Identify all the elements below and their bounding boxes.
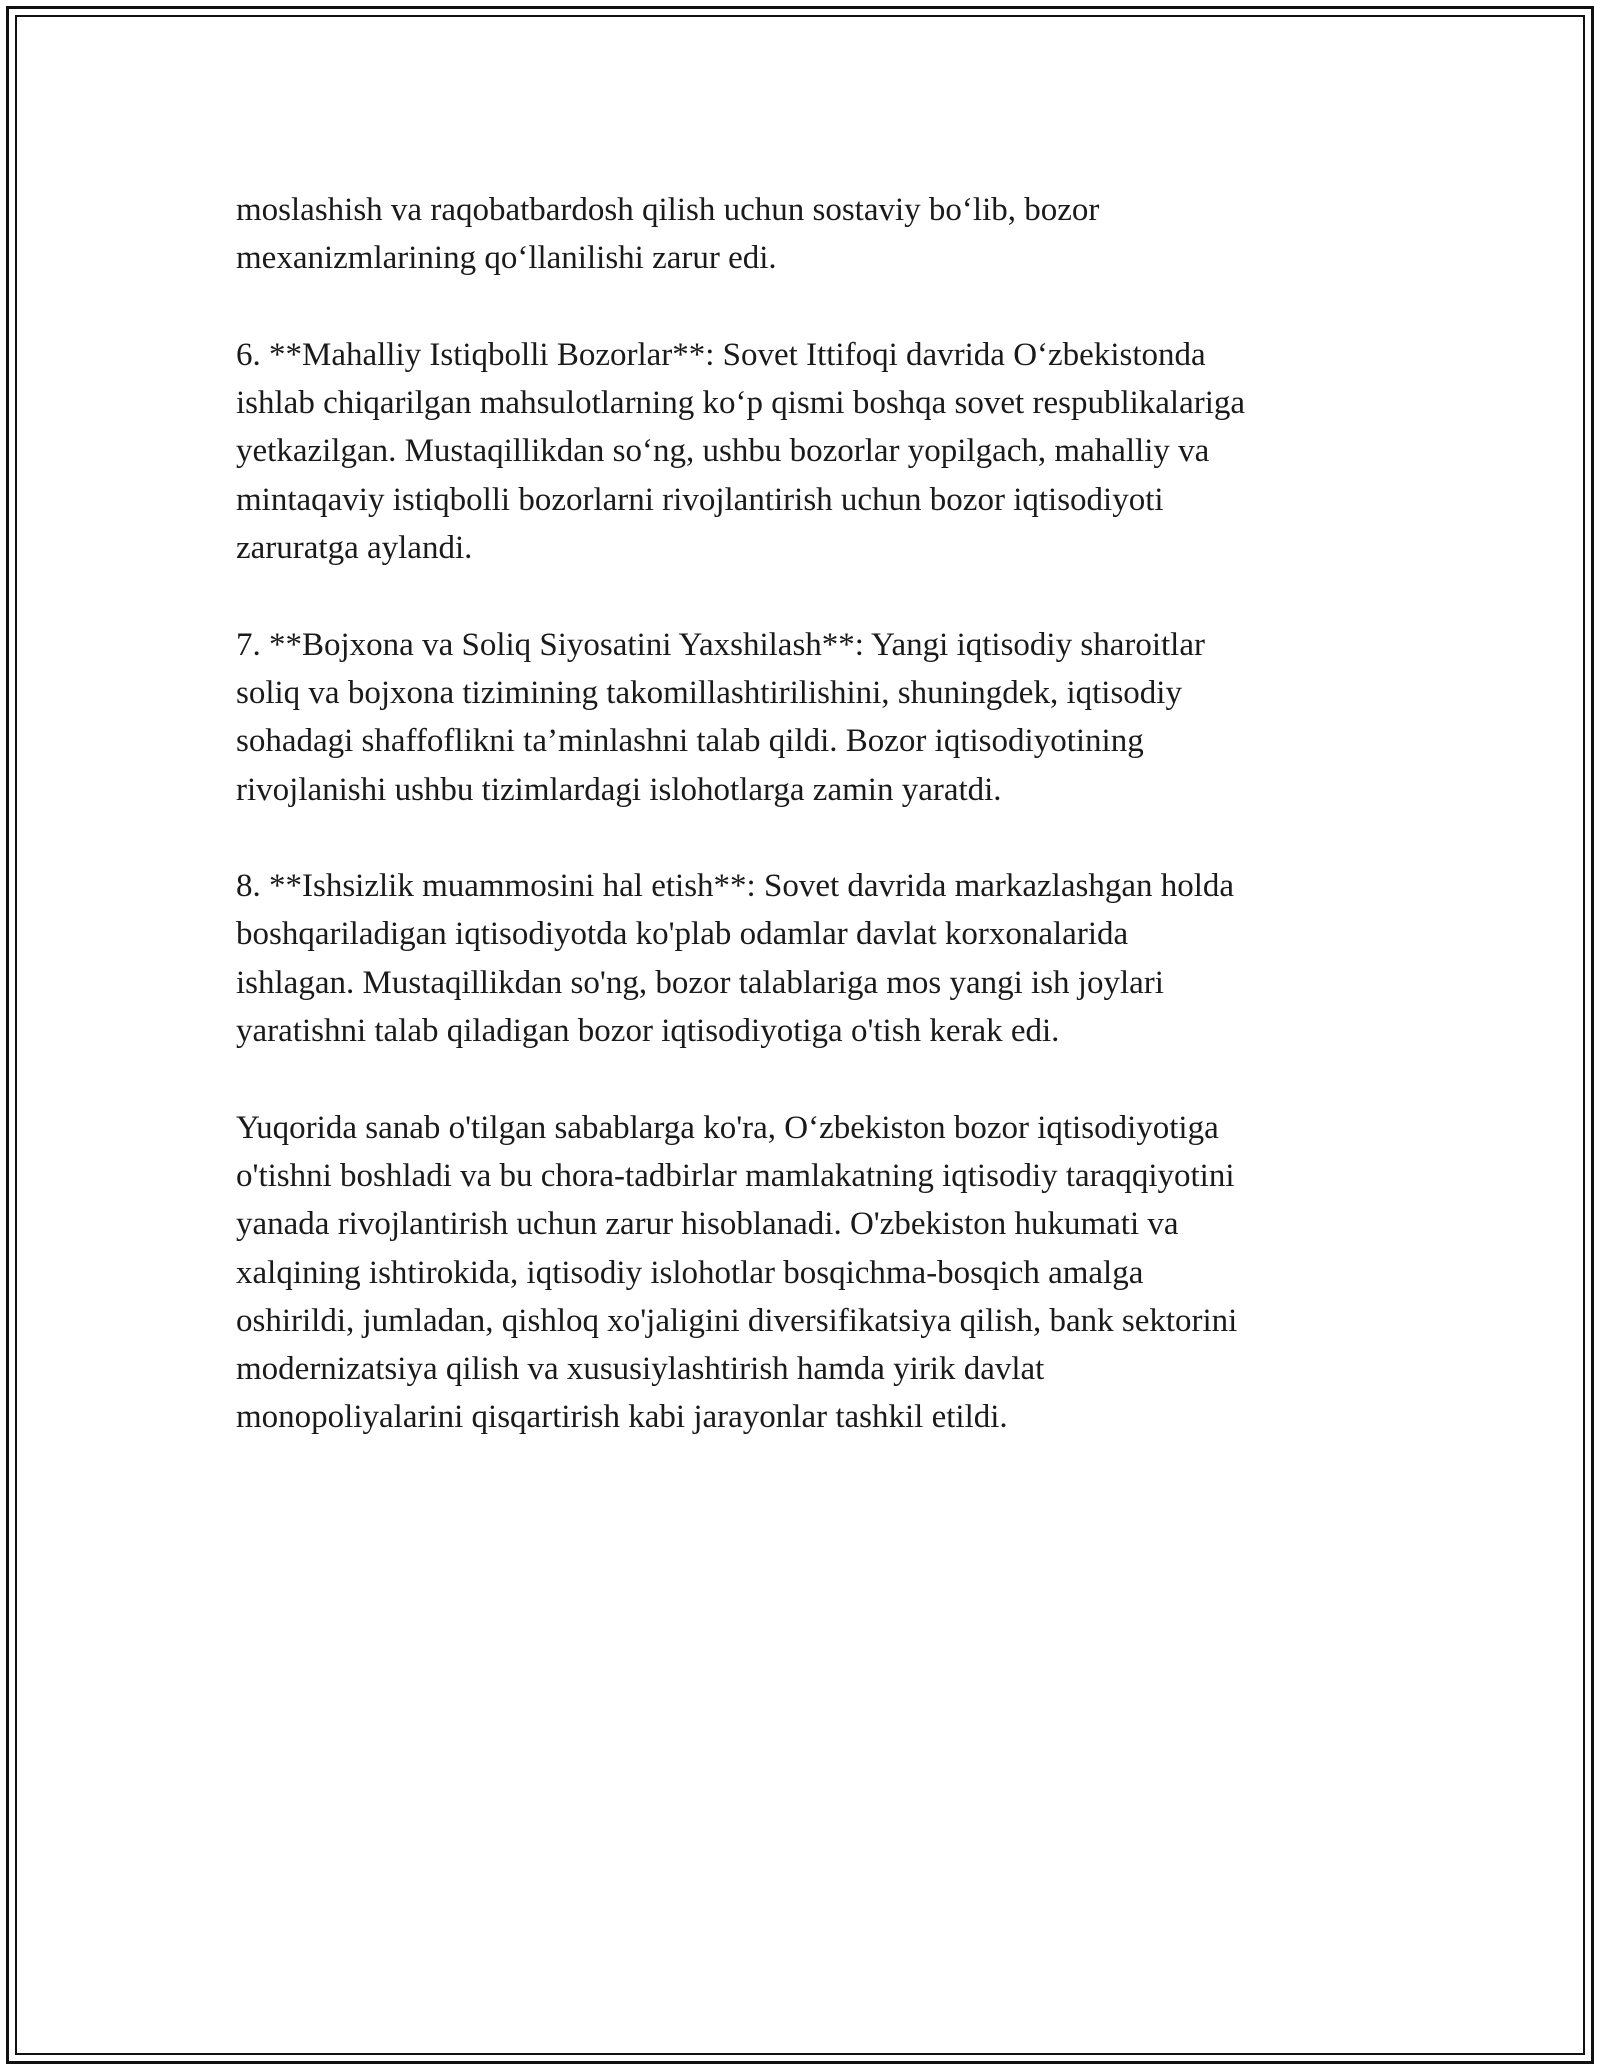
document-text-body: [236, 186, 1386, 1490]
paragraph-item-7: 7. **Bojxona va Soliq Siyosatini Yaxshilash**: Yangi iqtisodiy sharoitlar soliq va bojxona tizimining takomillashtirilishini, shuningdek, iqtisodiy sohadagi shaffoflikni ta’minlashni talab qildi. Bozor iqtisodiyotining rivojlanishi ushbu tizimlardagi islohotlarga zamin yaratdi.: [236, 626, 1205, 808]
paragraph-continuation: moslashish va raqobatbardosh qilish uchun sostaviy bo‘lib, bozor mexanizmlarining qo‘llanilishi zarur edi.: [236, 192, 1100, 277]
paragraph-item-8: 8. **Ishsizlik muammosini hal etish**: Sovet davrida markazlashgan holda boshqariladigan iqtisodiyotda ko'plab odamlar davlat korxonalarida ishlagan. Mustaqillikdan so'ng, bozor talablariga mos yangi ish joylari yaratishni talab qiladigan bozor iqtisodiyotiga o'tish kerak edi.: [236, 868, 1235, 1050]
paragraph-item-6: 6. **Mahalliy Istiqbolli Bozorlar**: Sovet Ittifoqi davrida O‘zbekistonda ishlab chiqarilgan mahsulotlarning ko‘p qismi boshqa sovet respublikalariga yetkazilgan. Mustaqillikdan so‘ng, ushbu bozorlar yopilgach, mahalliy va mintaqaviy istiqbolli bozorlarni rivojlantirish uchun bozor iqtisodiyoti zaruratga aylandi.: [236, 336, 1246, 567]
paragraph-conclusion: Yuqorida sanab o'tilgan sabablarga ko'ra, O‘zbekiston bozor iqtisodiyotiga o'tishni boshladi va bu chora-tadbirlar mamlakatning iqtisodiy taraqqiyotini yanada rivojlantirish uchun zarur hisoblanadi. O'zbekiston hukumati va xalqining ishtirokida, iqtisodiy islohotlar bosqichma-bosqich amalga oshirildi, jumladan, qishloq xo'jaligini diversifikatsiya qilish, bank sektorini modernizatsiya qilish va xususiylashtirish hamda yirik davlat monopoliyalarini qisqartirish kabi jarayonlar tashkil etildi.: [236, 1109, 1238, 1436]
